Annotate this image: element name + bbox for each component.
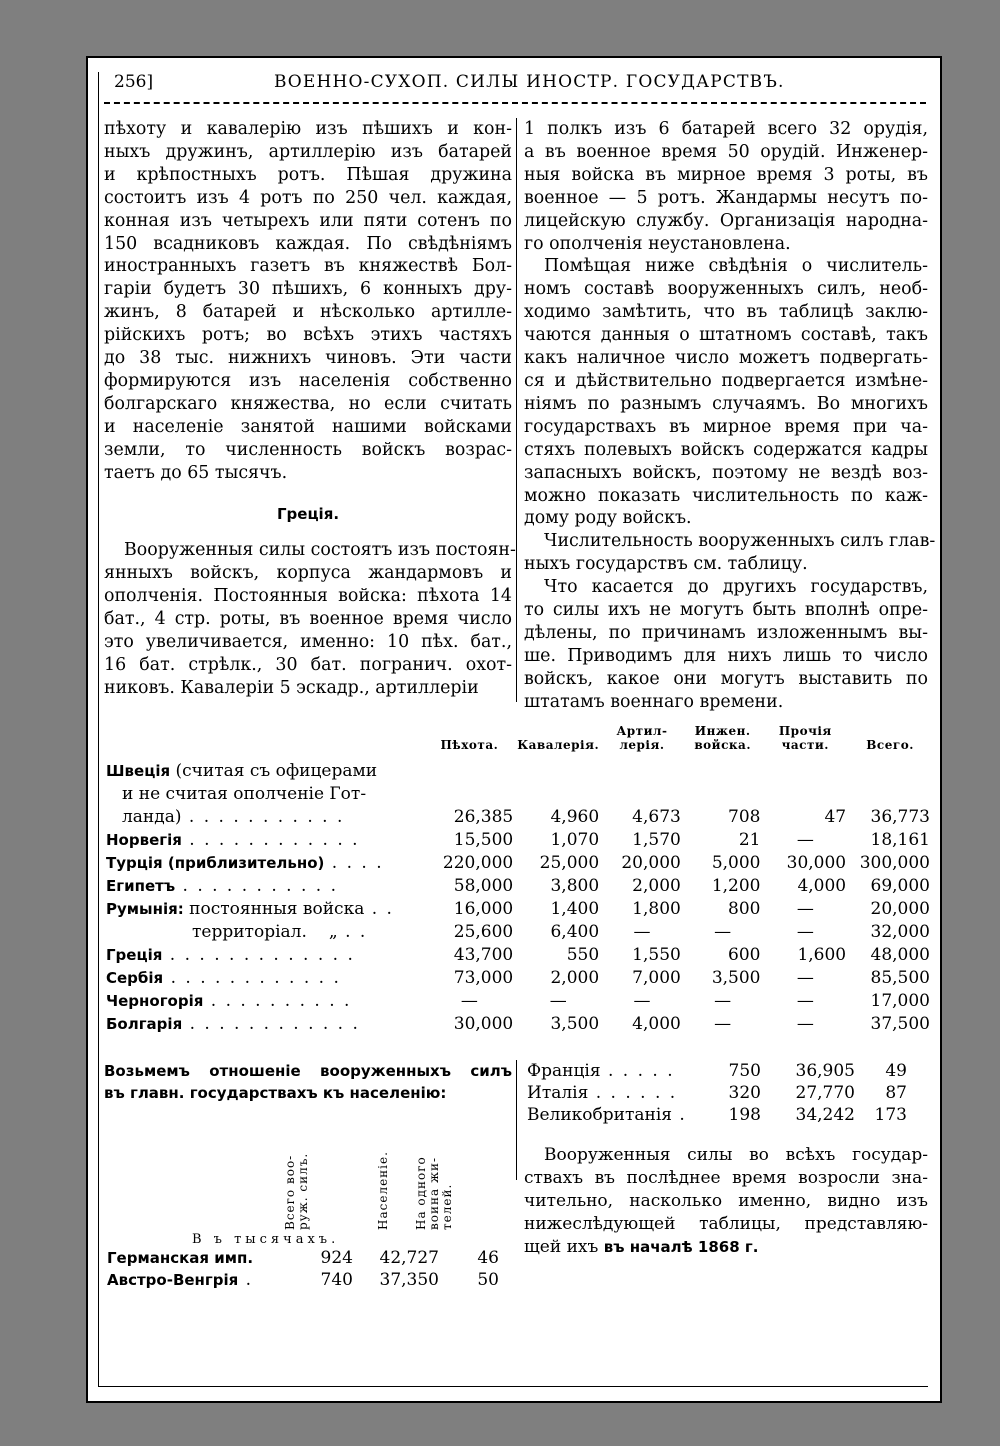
table-cell: 30,000 bbox=[453, 1014, 514, 1034]
leader-dots: . . . . . . . . . . bbox=[203, 991, 352, 1011]
text-line: конная изъ четырехъ или пяти сотенъ по bbox=[104, 210, 512, 231]
table-cell: 34,242 bbox=[795, 1105, 855, 1125]
table-cell: 1,200 bbox=[711, 876, 761, 896]
text-line: ніямъ по разнымъ случаямъ. Во многихъ bbox=[524, 393, 928, 414]
text-line: ныхъ государствъ см. таблицу. bbox=[524, 554, 808, 575]
table-cell: 6,400 bbox=[550, 922, 600, 942]
table-cell: 27,770 bbox=[795, 1083, 855, 1103]
text-line: чаются данныя о штатномъ составѣ, такъ bbox=[524, 325, 928, 346]
text-line: Вооруженныя силы состоятъ изъ постоян- bbox=[124, 540, 516, 561]
table-cell: 21 bbox=[738, 830, 761, 850]
closing-paragraph bbox=[524, 1144, 928, 1259]
table-cell: 48,000 bbox=[870, 945, 930, 965]
country-name: Франція bbox=[527, 1061, 601, 1081]
column-header: Всего. bbox=[866, 738, 914, 752]
text-line: нижеслѣдующей таблицы, представляю- bbox=[524, 1213, 928, 1234]
table-row bbox=[104, 875, 932, 898]
leader-dots: . . . . . . bbox=[588, 1083, 678, 1103]
leader-dots: . . . . . . . . . . . bbox=[181, 807, 345, 827]
table-cell: 87 bbox=[885, 1083, 907, 1103]
column-divider-bottom bbox=[516, 1060, 517, 1180]
table-cell: 1,800 bbox=[632, 899, 681, 919]
table-cell: 4,960 bbox=[550, 807, 600, 827]
column-header: Инжен. войска. bbox=[694, 724, 751, 752]
text-line: гаріи будетъ 30 пѣшихъ, 6 конныхъ дру- bbox=[104, 279, 512, 300]
right-paragraph-greece-cont bbox=[524, 118, 928, 255]
text-line: болгарскаго княжества, но если считать bbox=[104, 393, 512, 414]
left-column bbox=[104, 118, 516, 700]
leader-dots: . . . . . . . . . . . . bbox=[182, 1014, 360, 1034]
text-line: это увеличивается, именно: 10 пѣх. бат., bbox=[104, 632, 512, 653]
text-line: дому роду войскъ. bbox=[524, 508, 692, 529]
text-line: ся и дѣйствительно подвергается измѣне- bbox=[524, 370, 928, 391]
table-body bbox=[104, 760, 932, 1036]
country-name: Румынія: bbox=[106, 900, 184, 918]
table-row bbox=[104, 1013, 932, 1036]
table-cell: 1,550 bbox=[632, 945, 681, 965]
country-name: Италія bbox=[527, 1083, 589, 1103]
left-paragraph-greece bbox=[104, 539, 516, 699]
text-line: какъ наличное число можетъ подвергать- bbox=[524, 348, 928, 369]
text-line: Числительность вооруженныхъ силъ глав- bbox=[544, 531, 936, 552]
table-cell: — bbox=[714, 922, 732, 942]
text-line: ствахъ въ послѣднее время возросли зна- bbox=[524, 1167, 928, 1188]
table-cell: 740 bbox=[320, 1270, 353, 1290]
units-label: В ъ тысячахъ. bbox=[192, 1232, 340, 1247]
table-cell: 36,905 bbox=[795, 1061, 855, 1081]
text-line: щей ихъ въ началѣ 1868 г. bbox=[524, 1236, 759, 1257]
text-line: государствахъ въ мирное время при ча- bbox=[524, 416, 928, 437]
text-line: дѣлены, по причинамъ изложеннымъ вы- bbox=[524, 622, 928, 643]
table-cell: — bbox=[460, 991, 478, 1011]
table-cell: 4,673 bbox=[632, 807, 681, 827]
table-cell: 50 bbox=[477, 1270, 499, 1290]
ratio-column-headers bbox=[104, 1110, 512, 1230]
table-cell: 58,000 bbox=[453, 876, 514, 896]
col-head-total-forces: Всего воо- руж. силъ. bbox=[283, 1152, 310, 1230]
country-name: Греція bbox=[106, 946, 163, 964]
table-cell: 708 bbox=[728, 807, 761, 827]
column-header: Пѣхота. bbox=[440, 738, 499, 752]
leader-dots: . bbox=[672, 1105, 687, 1125]
table-cell: 85,500 bbox=[870, 968, 930, 988]
table-row bbox=[104, 806, 932, 829]
table-cell: — bbox=[796, 899, 814, 919]
ratio-intro: Возьмемъ отношеніе вооруженныхъ силъ въ главн. государствахъ къ населенію: bbox=[104, 1062, 512, 1102]
text-line: войскъ, какое они могутъ выставить по bbox=[524, 668, 928, 689]
table-row bbox=[104, 990, 932, 1013]
text-line: бат., 4 стр. роты, въ военное время число bbox=[104, 609, 512, 630]
text-line: Помѣщая ниже свѣдѣнія о числитель- bbox=[544, 256, 928, 277]
text-line: ныя войска въ мирное время 3 роты, въ bbox=[524, 164, 928, 185]
country-sweden: Швеція bbox=[106, 762, 171, 780]
table-cell: 73,000 bbox=[453, 968, 514, 988]
table-cell: 800 bbox=[728, 899, 761, 919]
country-name: Египетъ bbox=[106, 877, 176, 895]
country-name: Турція (приблизительно) bbox=[106, 854, 325, 872]
table-cell: 198 bbox=[728, 1105, 761, 1125]
text-line: запасныхъ войскъ, поэтому не вездѣ воз- bbox=[524, 462, 928, 483]
table-cell: — bbox=[549, 991, 567, 1011]
text-line: таетъ до 65 тысячъ. bbox=[104, 462, 288, 483]
text-line: янныхъ войскъ, корпуса жандармовъ и bbox=[104, 563, 512, 584]
table-row bbox=[104, 1247, 502, 1269]
ditto-mark: „ bbox=[328, 922, 338, 942]
running-header bbox=[114, 72, 920, 100]
table-cell: 1,400 bbox=[550, 899, 600, 919]
text-line: никовъ. Кавалеріи 5 эскадр., артиллеріи bbox=[104, 677, 479, 698]
leader-dots: . . . . . bbox=[600, 1061, 675, 1081]
table-cell: — bbox=[796, 922, 814, 942]
table-cell: — bbox=[633, 922, 651, 942]
table-cell: 220,000 bbox=[442, 853, 514, 873]
country-name: ландa) bbox=[122, 807, 182, 827]
table-cell: 7,000 bbox=[632, 968, 681, 988]
table-cell: 550 bbox=[566, 945, 600, 965]
table-cell: 30,000 bbox=[786, 853, 847, 873]
table-cell: 37,350 bbox=[379, 1270, 439, 1290]
row-subtitle: территоріал. bbox=[192, 922, 307, 942]
text-line: а въ военное время 50 орудій. Инженер- bbox=[524, 141, 928, 162]
right-column bbox=[524, 118, 936, 714]
text-line: жинъ, 8 батарей и нѣсколько артилле- bbox=[104, 302, 512, 323]
table-cell: 26,385 bbox=[453, 807, 514, 827]
col-head-population: Населеніе. bbox=[376, 1151, 390, 1230]
table-cell: 20,000 bbox=[621, 853, 681, 873]
country-name: Норвегія bbox=[106, 831, 182, 849]
table-cell: 25,000 bbox=[539, 853, 600, 873]
table-row bbox=[104, 944, 932, 967]
text-line: рійскихъ ротъ; во всѣхъ этихъ частяхъ bbox=[104, 325, 512, 346]
table-cell: 173 bbox=[874, 1105, 907, 1125]
text-line: чительно, насколько именно, видно изъ bbox=[524, 1190, 928, 1211]
text-line: 150 всадниковъ каждая. По свѣдѣніямъ bbox=[104, 233, 512, 254]
table-cell: — bbox=[796, 830, 814, 850]
table-cell: 20,000 bbox=[870, 899, 930, 919]
leader-dots: . . . . . . . . . . . . bbox=[181, 830, 360, 850]
text-line: ныхъ дружинъ, артиллерію изъ батарей bbox=[104, 141, 512, 162]
right-paragraph-other-states bbox=[524, 576, 928, 713]
table-cell: 1,600 bbox=[797, 945, 847, 965]
table-cell: 2,000 bbox=[550, 968, 600, 988]
ratio-table-left bbox=[104, 1247, 502, 1291]
table-cell: 4,000 bbox=[797, 876, 847, 896]
heading-greece: Греція. bbox=[276, 504, 340, 523]
table-row-sweden-1 bbox=[104, 760, 932, 783]
table-cell: 47 bbox=[824, 807, 847, 827]
country-name: Сербія bbox=[106, 969, 164, 987]
table-cell: 3,500 bbox=[711, 968, 761, 988]
table-cell: 1,570 bbox=[632, 830, 681, 850]
country-name: Австро-Венгрія bbox=[107, 1271, 239, 1289]
text-line: ополченія. Постоянныя войска: пѣхота 14 bbox=[104, 586, 512, 607]
table-cell: — bbox=[714, 991, 732, 1011]
text-line: формируются изъ населенія собственно bbox=[104, 370, 512, 391]
text-line: Вооруженныя силы во всѣхъ государ- bbox=[544, 1145, 928, 1165]
bottom-right-block bbox=[524, 1060, 928, 1259]
column-header: Кавалерія. bbox=[517, 738, 600, 752]
table-cell: 16,000 bbox=[453, 899, 514, 919]
leader-dots: . . . . bbox=[324, 853, 384, 873]
table-cell: — bbox=[714, 1014, 732, 1034]
table-cell: 32,000 bbox=[870, 922, 930, 942]
book-page bbox=[86, 56, 942, 1403]
leader-dots: . . . . . . . . . . . . . bbox=[162, 945, 355, 965]
country-name: Великобританія bbox=[527, 1105, 673, 1125]
header-rule bbox=[104, 102, 926, 108]
table-cell: 42,727 bbox=[379, 1248, 439, 1268]
table-cell: — bbox=[796, 1014, 814, 1034]
page-number: 256] bbox=[114, 72, 154, 92]
text-line: и крѣпостныхъ ротъ. Пѣшая дружина bbox=[104, 164, 512, 185]
table-cell: 600 bbox=[728, 945, 761, 965]
table-cell: 37,500 bbox=[870, 1014, 930, 1034]
column-header: Прочія части. bbox=[778, 724, 832, 752]
text-line: стяхъ полевыхъ войскъ содержатся кадры bbox=[524, 439, 928, 460]
column-header: Артил- лерія. bbox=[616, 724, 668, 752]
text-line: 16 бат. стрѣлк., 30 бат. погранич. охот- bbox=[104, 654, 512, 675]
table-cell: 320 bbox=[728, 1083, 761, 1103]
armed-forces-table bbox=[104, 724, 932, 1036]
table-cell: 924 bbox=[320, 1248, 353, 1268]
text-line: ходимо замѣтить, что въ таблицѣ заклю- bbox=[524, 302, 928, 323]
text-line: состоитъ изъ 4 ротъ по 250 чел. каждая, bbox=[104, 187, 512, 208]
table-row bbox=[104, 967, 932, 990]
table-cell: 2,000 bbox=[632, 876, 681, 896]
col-head-per-soldier: На одного воина жи- телей. bbox=[414, 1156, 454, 1230]
text-line: Что касается до другихъ государствъ, bbox=[544, 577, 928, 598]
text-line: ше. Приводимъ для нихъ лишь то число bbox=[524, 645, 928, 666]
left-paragraph-bulgaria bbox=[104, 118, 512, 485]
table-row bbox=[524, 1104, 910, 1126]
table-cell: 49 bbox=[885, 1061, 907, 1081]
sweden-note-1: (считая съ офицерами bbox=[175, 761, 378, 781]
table-cell: 17,000 bbox=[870, 991, 930, 1011]
table-cell: — bbox=[796, 991, 814, 1011]
text-line: то силы ихъ не могутъ быть вполнѣ опре- bbox=[524, 600, 928, 621]
ratio-table-right bbox=[524, 1060, 910, 1126]
text-line: земли, то численность войскъ возрас- bbox=[104, 439, 512, 460]
text-line: лицейскую службу. Организація народна- bbox=[524, 210, 928, 231]
country-name: Черногорія bbox=[106, 992, 204, 1010]
table-cell: 18,161 bbox=[870, 830, 930, 850]
text-line: до 38 тыс. нижнихъ чиновъ. Эти части bbox=[104, 348, 512, 369]
table-cell: — bbox=[633, 991, 651, 1011]
right-paragraph-note bbox=[524, 255, 928, 530]
text-line: номъ составѣ вооруженныхъ силъ, необ- bbox=[524, 279, 928, 300]
table-row bbox=[524, 1060, 910, 1082]
table-cell: 15,500 bbox=[453, 830, 514, 850]
table-row bbox=[104, 852, 932, 875]
text-line: го ополченія неустановлена. bbox=[524, 233, 791, 254]
text-line: штатамъ военнаго времени. bbox=[524, 691, 784, 712]
leader-dots: . bbox=[238, 1270, 254, 1290]
table-header-row bbox=[104, 724, 932, 760]
leader-dots: . . bbox=[337, 922, 368, 942]
table-cell: 3,800 bbox=[550, 876, 600, 896]
emphasis-date: въ началѣ 1868 г. bbox=[603, 1237, 759, 1256]
table-cell: 5,000 bbox=[711, 853, 761, 873]
right-paragraph-table-ref bbox=[524, 530, 936, 576]
text-line: иностранныхъ газетъ въ княжествѣ Бол- bbox=[104, 256, 512, 277]
table-cell: 1,070 bbox=[550, 830, 600, 850]
text-line: военное — 5 ротъ. Жандармы несутъ по- bbox=[524, 187, 928, 208]
table-row-sweden-2 bbox=[104, 783, 932, 806]
table-row bbox=[104, 829, 932, 852]
table-cell: 4,000 bbox=[632, 1014, 681, 1034]
column-divider bbox=[516, 118, 517, 702]
table-cell: 46 bbox=[477, 1248, 499, 1268]
leader-dots: . . bbox=[364, 899, 394, 919]
country-name: Болгарія bbox=[106, 1015, 183, 1033]
table-cell: 69,000 bbox=[870, 876, 930, 896]
table-row bbox=[104, 921, 932, 944]
table-row bbox=[104, 898, 932, 921]
table-cell: — bbox=[796, 968, 814, 988]
country-name: Германская имп. bbox=[107, 1249, 254, 1267]
text-line: пѣхоту и кавалерію изъ пѣшихъ и кон- bbox=[104, 119, 512, 139]
text-line: можно показать числительность по каж- bbox=[524, 485, 928, 506]
row-subtitle: постоянныя войска bbox=[183, 899, 365, 919]
table-cell: 300,000 bbox=[859, 853, 930, 873]
text-line: 1 полкъ изъ 6 батарей всего 32 орудія, bbox=[524, 119, 928, 139]
running-title: ВОЕННО-СУХОП. СИЛЫ ИНОСТР. ГОСУДАРСТВЪ. bbox=[274, 72, 785, 92]
bottom-left-block bbox=[104, 1060, 512, 1291]
table-row bbox=[524, 1082, 910, 1104]
leader-dots: . . . . . . . . . . . . bbox=[163, 968, 341, 988]
table-row bbox=[104, 1269, 502, 1291]
table-cell: 43,700 bbox=[453, 945, 514, 965]
sweden-note-2: и не считая ополченіе Гот- bbox=[122, 784, 367, 804]
table-cell: 3,500 bbox=[550, 1014, 600, 1034]
table-cell: 750 bbox=[728, 1061, 761, 1081]
leader-dots: . . . . . . . . . . . bbox=[175, 876, 338, 896]
table-cell: 25,600 bbox=[453, 922, 514, 942]
text-line: и населеніе занятой нашими войсками bbox=[104, 416, 512, 437]
table-cell: 36,773 bbox=[870, 807, 930, 827]
